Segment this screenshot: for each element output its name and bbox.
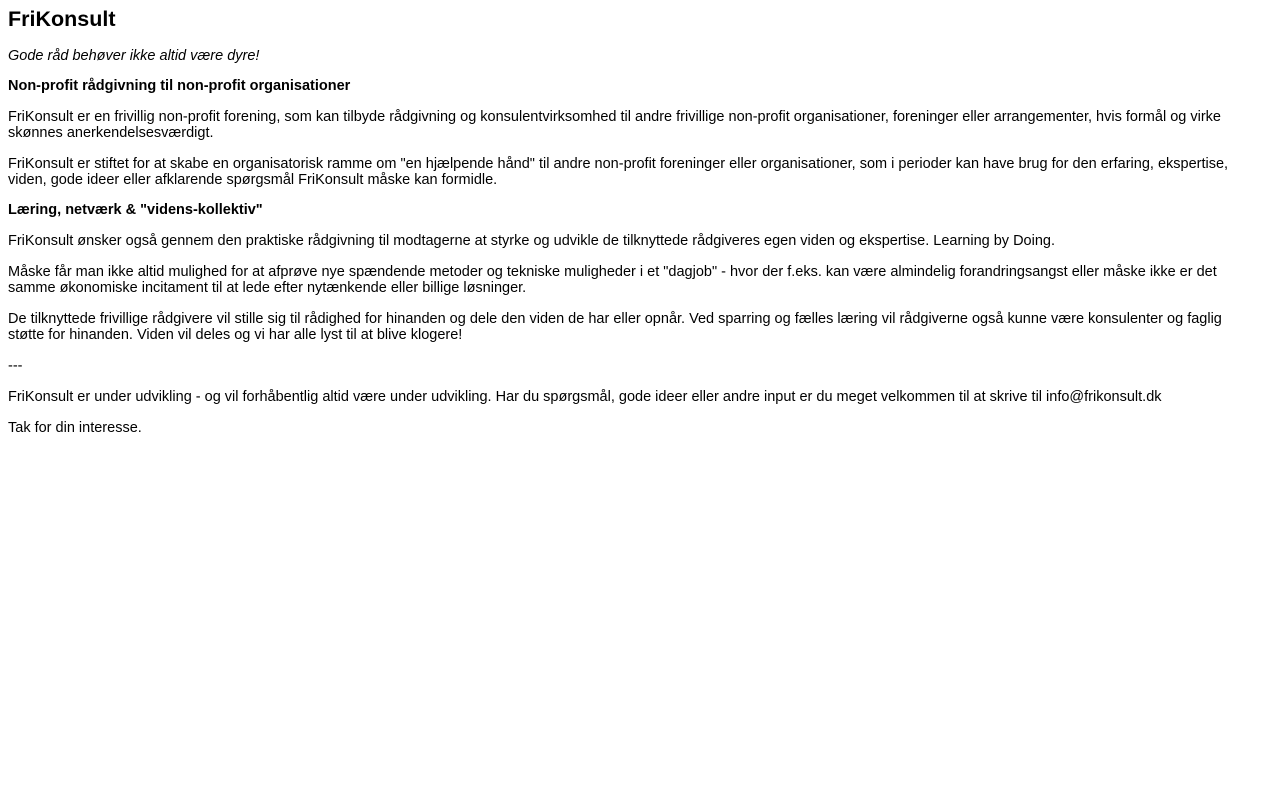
section-heading-nonprofit: Non-profit rådgivning til non-profit organisationer xyxy=(8,78,351,94)
paragraph-learning: FriKonsult ønsker også gennem den praktiske rådgivning til modtagerne at styrke og udvikle de tilknyttede rådgiveres egen viden og ekspertise. Learning by Doing. xyxy=(8,233,1056,249)
paragraph-thanks: Tak for din interesse. xyxy=(8,420,142,436)
paragraph-contact: FriKonsult er under udvikling - og vil forhåbentlig altid være under udvikling. Har du spørgsmål, gode ideer eller andre input er du meget velkommen til at skrive til info@frikonsult.dk xyxy=(8,389,1162,405)
paragraph-purpose: FriKonsult er stiftet for at skabe en organisatorisk ramme om "en hjælpende hånd" til andre non-profit foreninger eller organisationer, som i perioder kan have brug for den erfaring, ekspertise, viden, gode ideer eller afklarende spørgsmål FriKonsult måske kan formidle. xyxy=(8,156,1229,188)
separator: --- xyxy=(8,358,23,374)
paragraph-intro: FriKonsult er en frivillig non-profit forening, som kan tilbyde rådgivning og konsulentvirksomhed til andre frivillige non-profit organisationer, foreninger eller arrangementer, hvis formål og virke skønnes anerkendelsesværdigt. xyxy=(8,109,1221,141)
paragraph-opportunity: Måske får man ikke altid mulighed for at afprøve nye spændende metoder og tekniske muligheder i et "dagjob" - hvor der f.eks. kan være almindelig forandringsangst eller måske ikke er det samme økonomiske incitament til at lede efter nytænkende eller billige løsninger. xyxy=(8,264,1217,296)
paragraph-sharing: De tilknyttede frivillige rådgivere vil stille sig til rådighed for hinanden og dele den viden de har eller opnår. Ved sparring og fælles læring vil rådgiverne også kunne være konsulenter og faglig støtte for hinanden. Viden vil deles og vi har alle lyst til at blive klogere! xyxy=(8,311,1222,343)
section-heading-learning: Læring, netværk & "videns-kollektiv" xyxy=(8,202,263,218)
page-title: FriKonsult xyxy=(8,7,116,31)
tagline: Gode råd behøver ikke altid være dyre! xyxy=(8,48,260,64)
